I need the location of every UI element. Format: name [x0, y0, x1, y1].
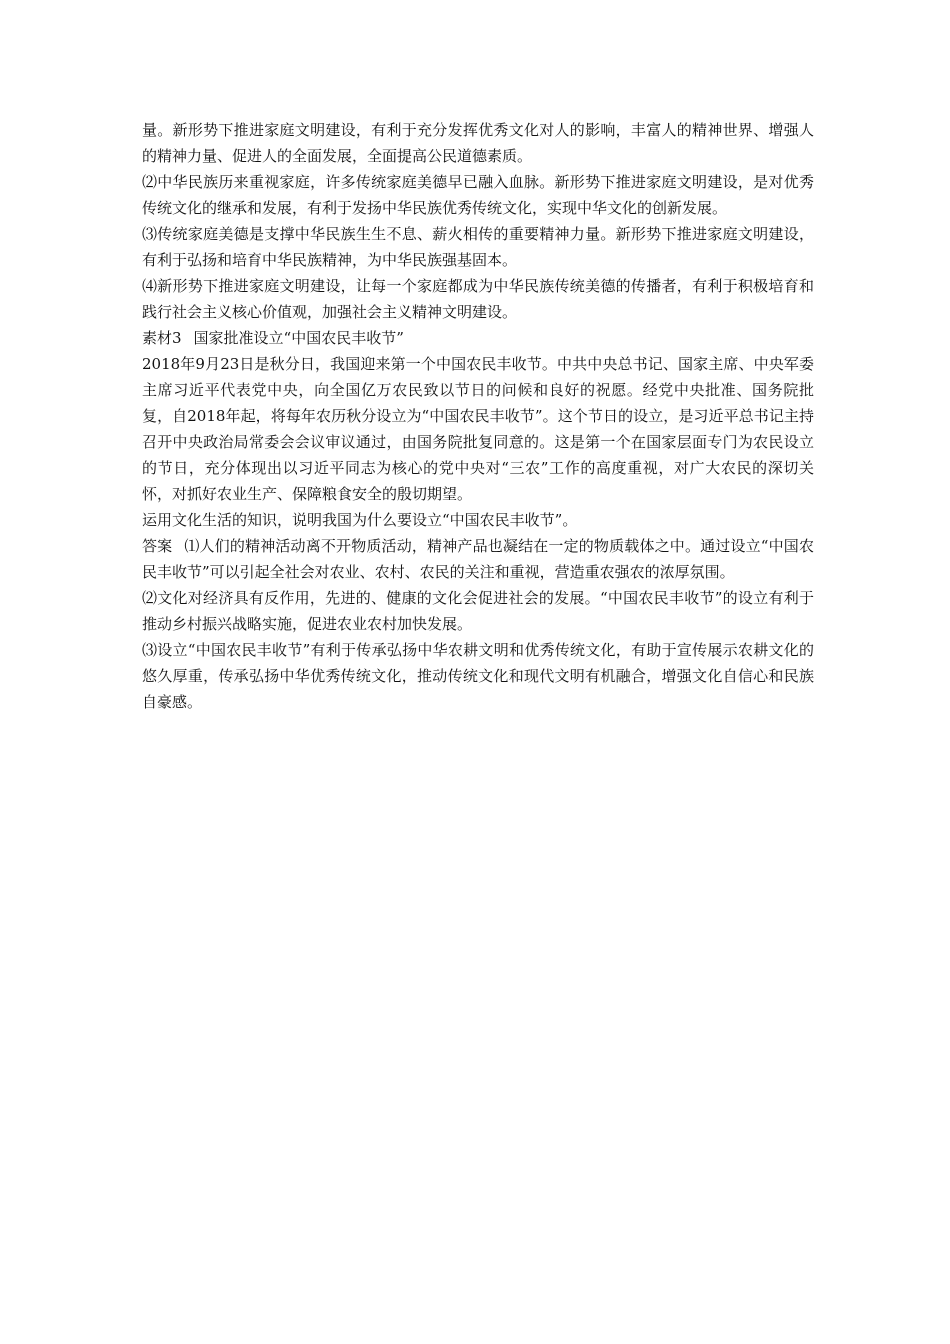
- question-text: 运用文化生活的知识，说明我国为什么要设立“中国农民丰收节”。: [142, 511, 578, 529]
- answer-point-2: ⑵文化对经济具有反作用，先进的、健康的文化会促进社会的发展。“中国农民丰收节”的设立有利于推动乡村振兴战略实施，促进农业农村加快发展。: [142, 589, 814, 633]
- material-text: 2018年9月23日是秋分日，我国迎来第一个中国农民丰收节。中共中央总书记、国家主席、中央军委主席习近平代表党中央，向全国亿万农民致以节日的问候和良好的祝愿。经党中央批准、国务院批复，自2018年起，将每年农历秋分设立为“中国农民丰收节”。这个节日的设立，是习近平总书记主持召开中央政治局常委会会议审议通过，由国务院批复同意的。这是第一个在国家层面专门为农民设立的节日，充分体现出以习近平同志为核心的党中央对“三农”工作的高度重视，对广大农民的深切关怀，对抓好农业生产、保障粮食安全的殷切期望。: [142, 355, 814, 503]
- paragraph-point-2: ⑵中华民族历来重视家庭，许多传统家庭美德早已融入血脉。新形势下推进家庭文明建设，是对优秀传统文化的继承和发展，有利于发扬中华民族优秀传统文化，实现中华文化的创新发展。: [142, 173, 814, 217]
- paragraph-point-3: ⑶传统家庭美德是支撑中华民族生生不息、薪火相传的重要精神力量。新形势下推进家庭文明建设，有利于弘扬和培育中华民族精神，为中华民族强基固本。: [142, 225, 814, 269]
- answer-point-1: [142, 533, 814, 585]
- answer-text-1: ⑴人们的精神活动离不开物质活动，精神产品也凝结在一定的物质载体之中。通过设立“中国农民丰收节”可以引起全社会对农业、农村、农民的关注和重视，营造重农强农的浓厚氛围。: [142, 537, 814, 581]
- answer-label: 答案: [142, 537, 173, 555]
- paragraph-continuation: 量。新形势下推进家庭文明建设，有利于充分发挥优秀文化对人的影响，丰富人的精神世界、增强人的精神力量、促进人的全面发展，全面提高公民道德素质。: [142, 121, 814, 165]
- material-title: 国家批准设立“中国农民丰收节”: [193, 329, 404, 347]
- material-heading: [142, 325, 814, 351]
- answer-point-3: ⑶设立“中国农民丰收节”有利于传承弘扬中华农耕文明和优秀传统文化，有助于宣传展示农耕文化的悠久厚重，传承弘扬中华优秀传统文化，推动传统文化和现代文明有机融合，增强文化自信心和民族自豪感。: [142, 641, 814, 711]
- paragraph-point-4: ⑷新形势下推进家庭文明建设，让每一个家庭都成为中华民族传统美德的传播者，有利于积极培育和践行社会主义核心价值观，加强社会主义精神文明建设。: [142, 277, 814, 321]
- material-label: 素材3: [142, 329, 182, 347]
- document-body: [142, 117, 814, 715]
